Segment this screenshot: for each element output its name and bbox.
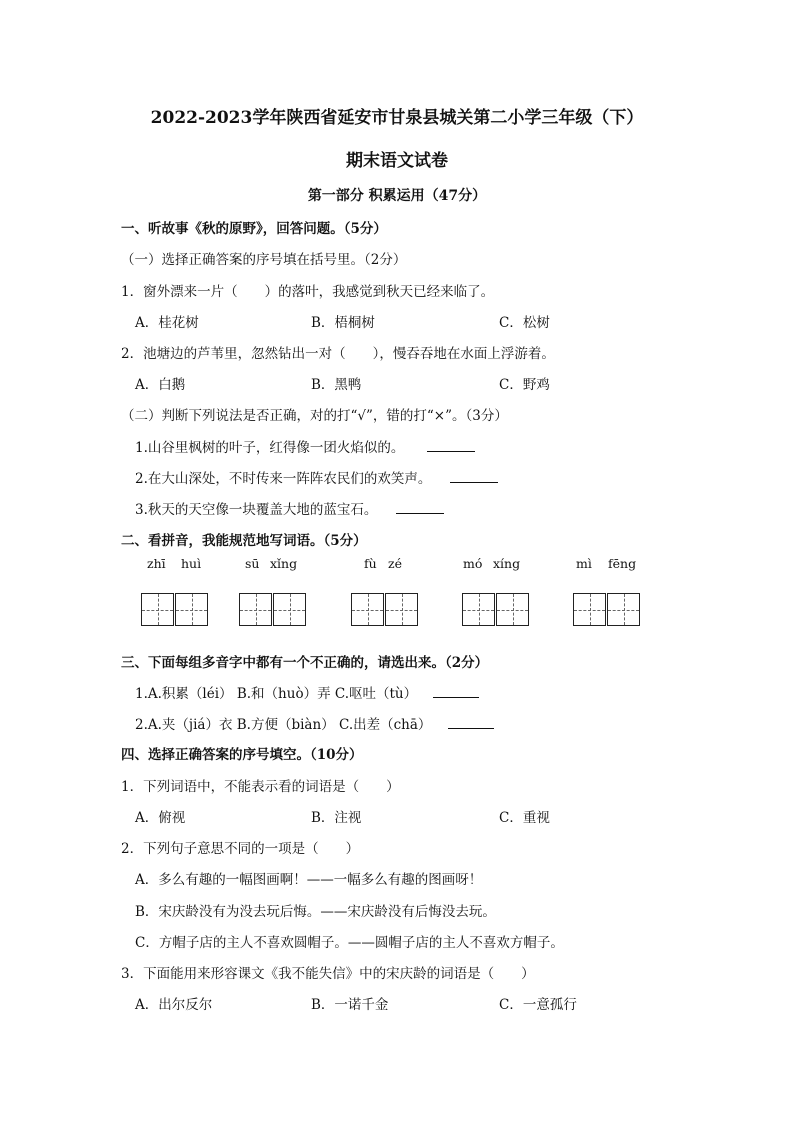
q1-judge3 [135, 498, 444, 518]
q4-item2-option-a: A．多么有趣的一幅图画啊！——一幅多么有趣的图画呀！ [135, 872, 483, 888]
pinyin-2b: xǐng [270, 556, 298, 571]
q3-row1 [135, 682, 479, 702]
writing-grid-box[interactable] [175, 593, 208, 626]
pinyin-3a: fù [364, 556, 377, 571]
q3-row2 [135, 713, 494, 733]
pinyin-1a: zhī [147, 556, 166, 571]
part-one-heading: 第一部分 积累运用（47分） [307, 188, 487, 204]
writing-grid-box[interactable] [573, 593, 606, 626]
pinyin-1b: huì [181, 556, 202, 571]
q4-item3-stem: 3．下面能用来形容课文《我不能失信》中的宋庆龄的词语是（ ） [121, 966, 535, 982]
writing-grid-box[interactable] [385, 593, 418, 626]
q1-judge2-text: 2.在大山深处，不时传来一阵阵农民们的欢笑声。 [135, 471, 432, 487]
q1-item1-option-c: C．松树 [499, 315, 550, 331]
q1-judge3-text: 3.秋天的天空像一块覆盖大地的蓝宝石。 [135, 502, 378, 518]
writing-grid-box[interactable] [141, 593, 174, 626]
q4-item1-option-b: B．注视 [311, 810, 362, 826]
q2-heading: 二、看拼音，我能规范地写词语。（5分） [121, 533, 367, 549]
writing-grid-box[interactable] [239, 593, 272, 626]
q1-item1-option-b: B．梧桐树 [311, 315, 375, 331]
q1-heading: 一、听故事《秋的原野》，回答问题。（5分） [121, 221, 387, 237]
q4-item1-option-a: A．俯视 [135, 810, 186, 826]
writing-grid-box[interactable] [607, 593, 640, 626]
q3-row1-text: 1.A.积累（léi） B.和（huò）弄 C.呕吐（tù） [135, 686, 418, 702]
q1-sub1: （一）选择正确答案的序号填在括号里。（2分） [121, 252, 407, 268]
writing-grid-box[interactable] [273, 593, 306, 626]
q1-item2-option-b: B．黑鸭 [311, 377, 362, 393]
exam-title-line1: 2022-2023学年陕西省延安市甘泉县城关第二小学三年级（下） [150, 108, 644, 128]
pinyin-4a: mó [463, 556, 483, 571]
answer-blank[interactable] [433, 683, 479, 698]
q4-item2-stem: 2．下列句子意思不同的一项是（ ） [121, 841, 360, 857]
writing-grid-box[interactable] [462, 593, 495, 626]
q1-item2-stem: 2．池塘边的芦苇里，忽然钻出一对（ ），慢吞吞地在水面上浮游着。 [121, 346, 555, 362]
q1-judge1 [135, 436, 475, 456]
answer-blank[interactable] [450, 468, 498, 483]
q1-item1-stem: 1．窗外漂来一片（ ）的落叶，我感觉到秋天已经来临了。 [121, 284, 495, 300]
exam-title-line2: 期末语文试卷 [346, 151, 448, 171]
q1-item2-option-c: C．野鸡 [499, 377, 550, 393]
q1-sub2: （二）判断下列说法是否正确，对的打“√”，错的打“×”。（3分） [121, 408, 508, 424]
q4-item3-option-a: A．出尔反尔 [135, 997, 213, 1013]
writing-grid-box[interactable] [351, 593, 384, 626]
q1-item1-option-a: A．桂花树 [135, 315, 199, 331]
pinyin-4b: xíng [493, 556, 521, 571]
writing-grid-box[interactable] [496, 593, 529, 626]
answer-blank[interactable] [448, 714, 494, 729]
q1-judge1-text: 1.山谷里枫树的叶子，红得像一团火焰似的。 [135, 440, 405, 456]
q3-heading: 三、下面每组多音字中都有一个不正确的，请选出来。（2分） [121, 655, 489, 671]
q4-heading: 四、选择正确答案的序号填空。（10分） [121, 747, 363, 763]
q4-item3-option-b: B．一诺千金 [311, 997, 389, 1013]
q4-item1-option-c: C．重视 [499, 810, 550, 826]
q4-item1-stem: 1．下列词语中，不能表示看的词语是（ ） [121, 779, 400, 795]
answer-blank[interactable] [427, 437, 475, 452]
pinyin-5a: mì [576, 556, 592, 571]
q1-judge2 [135, 467, 498, 487]
q4-item3-option-c: C．一意孤行 [499, 997, 577, 1013]
q4-item2-option-b: B．宋庆龄没有为没去玩后悔。——宋庆龄没有后悔没去玩。 [135, 904, 496, 920]
pinyin-2a: sū [245, 556, 260, 571]
pinyin-5b: fēng [608, 556, 637, 571]
q1-item2-option-a: A．白鹅 [135, 377, 186, 393]
answer-blank[interactable] [396, 499, 444, 514]
q3-row2-text: 2.A.夹（jiá）衣 B.方便（biàn） C.出差（chā） [135, 717, 432, 733]
q4-item2-option-c: C．方帽子店的主人不喜欢圆帽子。——圆帽子店的主人不喜欢方帽子。 [135, 935, 564, 951]
pinyin-3b: zé [388, 556, 402, 571]
